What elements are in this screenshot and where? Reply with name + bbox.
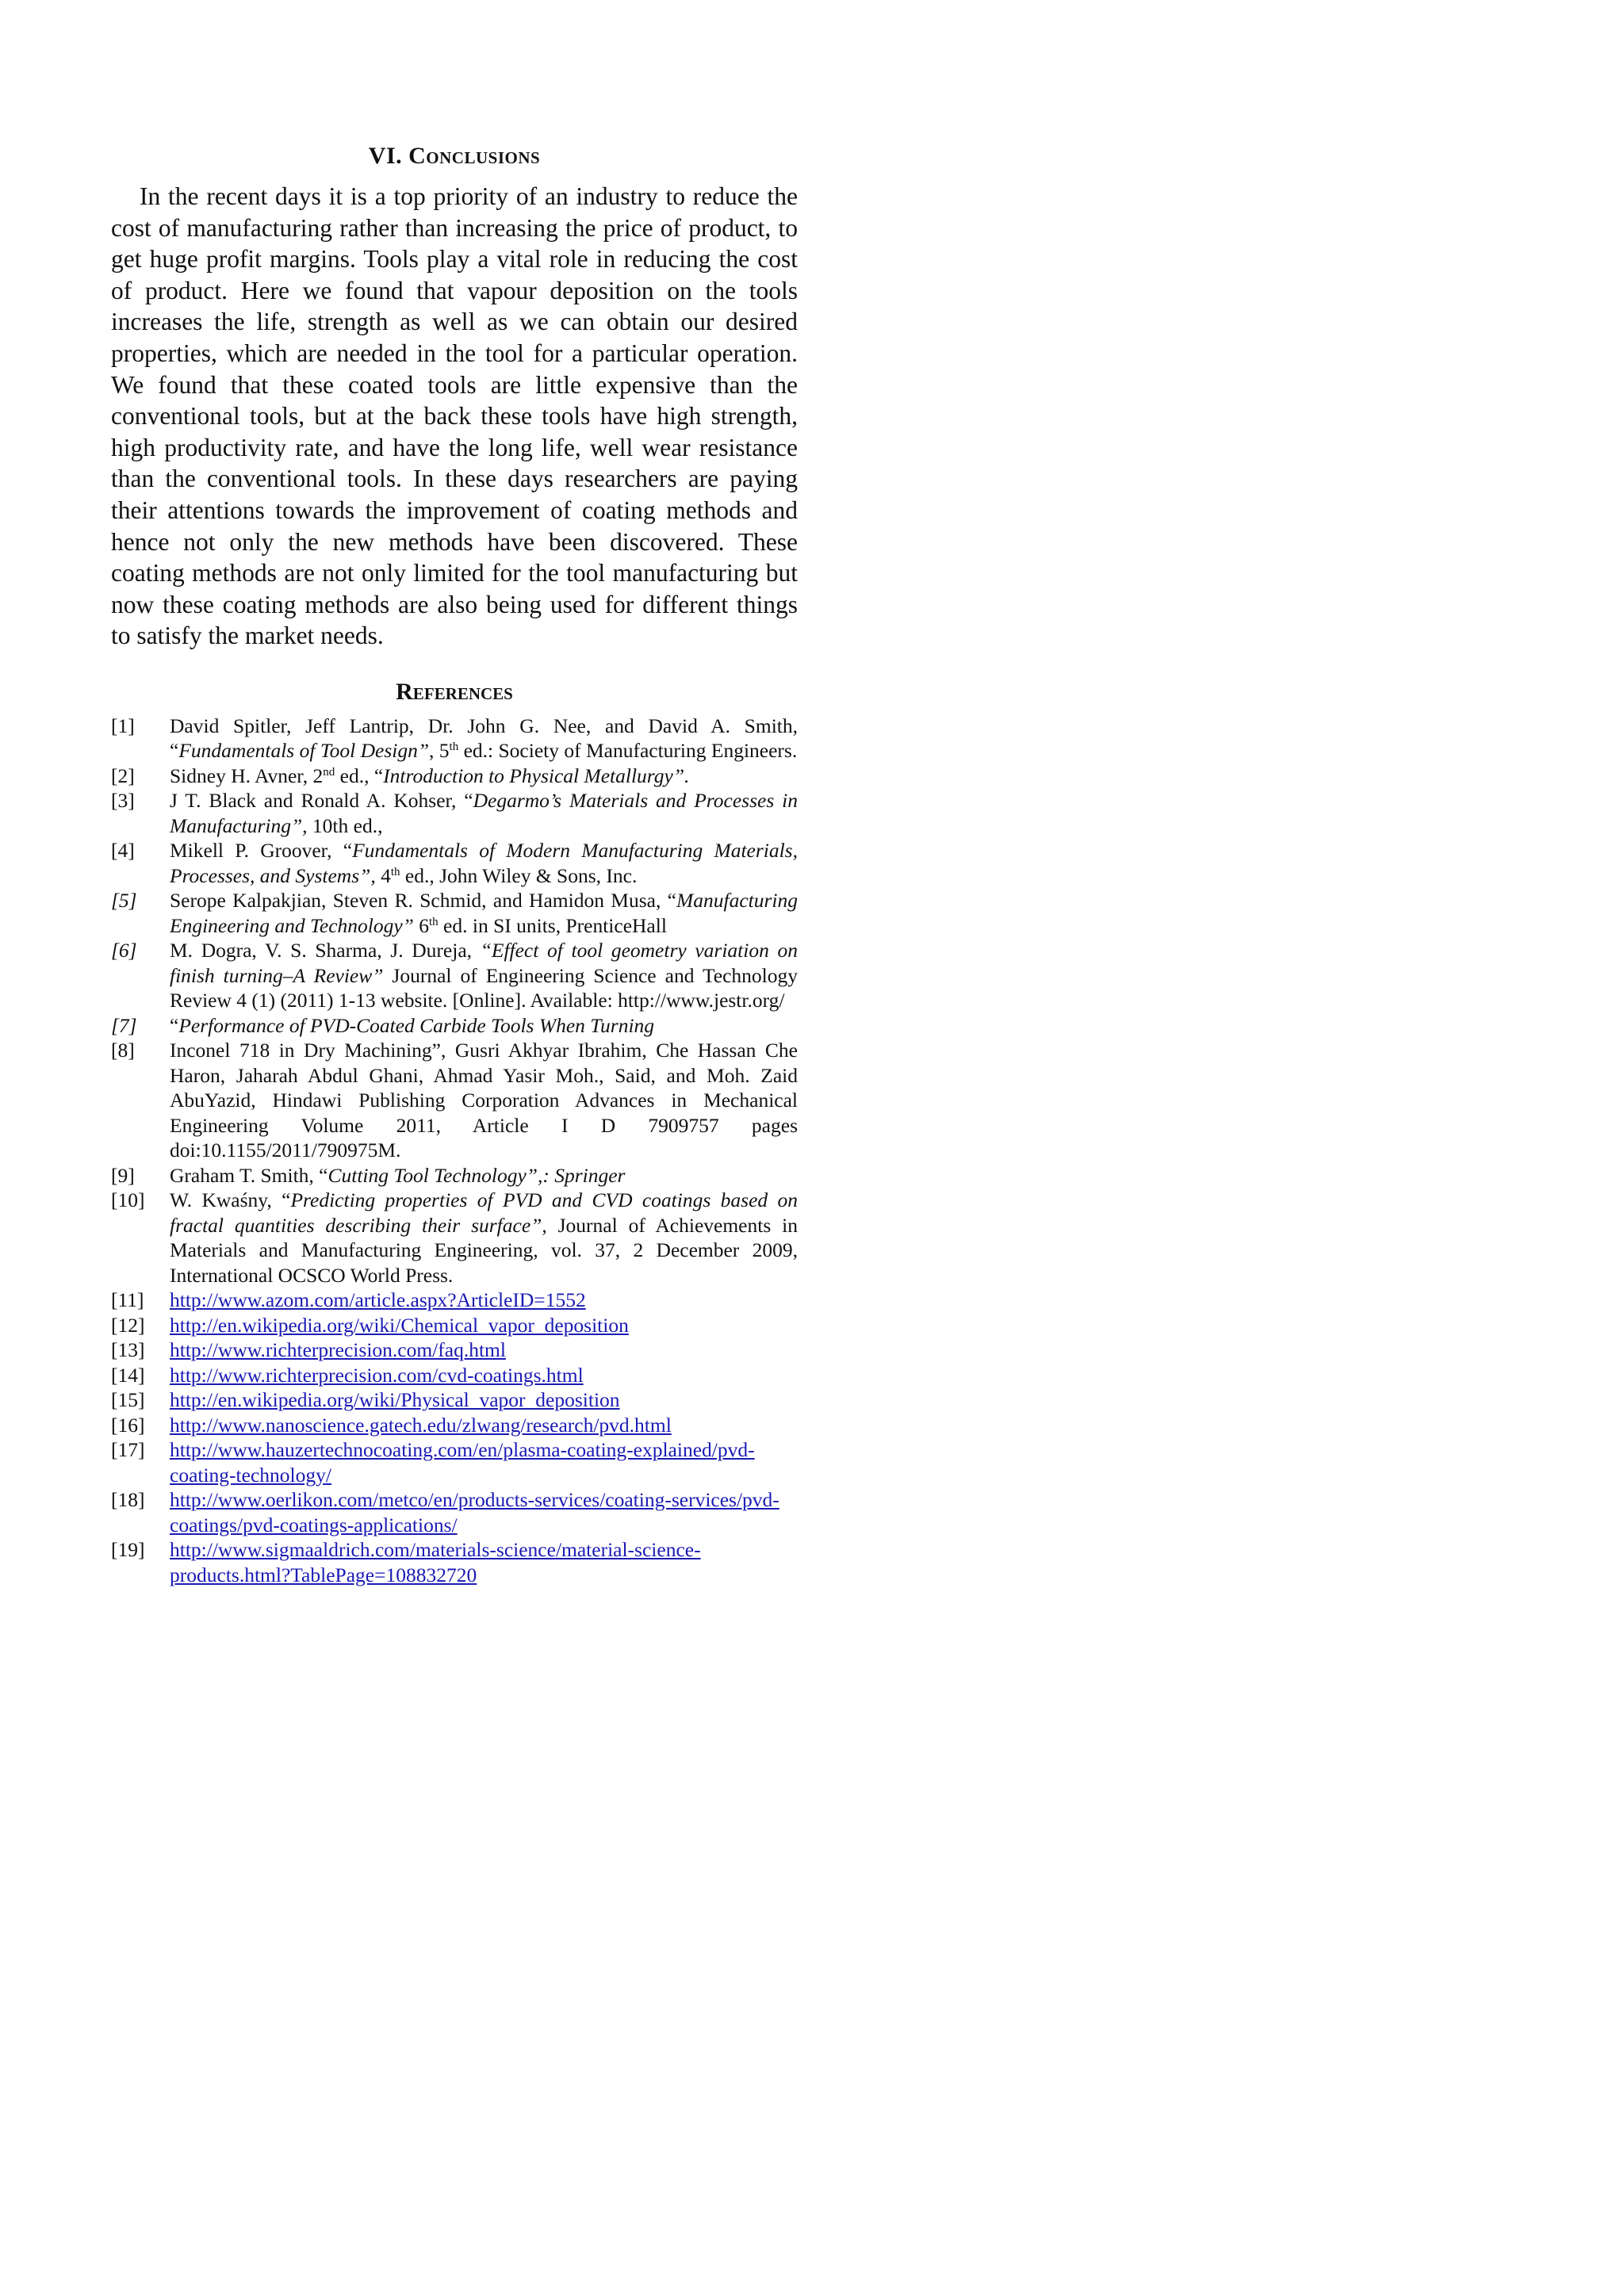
reference-item — [111, 1013, 798, 1039]
reference-item — [111, 888, 798, 938]
reference-text: M. Dogra, V. S. Sharma, J. Dureja, “Effect of tool geometry variation on finish turning–A Review” Journal of Engineering Science and Technology Review 4 (1) (2011) 1-13 website. [Online]. Available: http://www.jestr.org/ — [170, 939, 799, 1012]
reference-link[interactable]: http://www.hauzertechnocoating.com/en/plasma-coating-explained/pvd-coating-technology/ — [170, 1438, 755, 1487]
reference-link[interactable]: http://www.nanoscience.gatech.edu/zlwang/research/pvd.html — [170, 1413, 672, 1437]
reference-item — [111, 1313, 798, 1338]
reference-text: Graham T. Smith, “Cutting Tool Technology”,: Springer — [170, 1163, 626, 1187]
reference-link[interactable]: http://www.richterprecision.com/faq.html — [170, 1338, 506, 1362]
reference-number: [16] — [111, 1413, 145, 1437]
reference-text: J T. Black and Ronald A. Kohser, “Degarmo’s Materials and Processes in Manufacturing”, 10th ed., — [170, 789, 798, 837]
reference-text: Sidney H. Avner, 2nd ed., “Introduction to Physical Metallurgy”. — [170, 763, 690, 787]
reference-number: [5] — [111, 889, 137, 913]
reference-number: [18] — [111, 1488, 145, 1512]
reference-number: [3] — [111, 789, 135, 813]
reference-number: [1] — [111, 714, 135, 737]
reference-item — [111, 1038, 798, 1163]
reference-link[interactable]: http://www.azom.com/article.aspx?ArticleID=1552 — [170, 1288, 586, 1312]
reference-item — [111, 1437, 798, 1487]
reference-item — [111, 1288, 798, 1313]
reference-number: [4] — [111, 839, 135, 863]
reference-item — [111, 1487, 798, 1537]
reference-link[interactable]: http://www.richterprecision.com/cvd-coatings.html — [170, 1363, 584, 1387]
reference-item — [111, 1363, 798, 1388]
references-list — [111, 714, 798, 1588]
conclusions-paragraph: In the recent days it is a top priority of an industry to reduce the cost of manufacturing rather than increasing the price of product, to get huge profit margins. Tools play a vital role in reducing the cost of product. Here we found that vapour deposition on the tools increases the life, strength as well as we can obtain our desired properties, which are needed in the tool for a particular operation. We found that these coated tools are little expensive than the conventional tools, but at the back these tools have high strength, high productivity rate, and have the long life, well wear resistance than the conventional tools. In these days researchers are paying their attentions towards the improvement of coating methods and hence not only the new methods have been discovered. These coating methods are not only limited for the tool manufacturing but now these coating methods are also being used for different things to satisfy the market needs. — [111, 182, 798, 650]
reference-item — [111, 838, 798, 888]
reference-link[interactable]: http://en.wikipedia.org/wiki/Physical_vapor_deposition — [170, 1388, 620, 1412]
reference-text: Mikell P. Groover, “Fundamentals of Modern Manufacturing Materials, Processes, and Systems”, 4th ed., John Wiley & Sons, Inc. — [170, 839, 798, 887]
section-numeral: VI. — [368, 143, 403, 169]
reference-number: [19] — [111, 1538, 145, 1562]
reference-text: “Performance of PVD-Coated Carbide Tools When Turning — [170, 1013, 655, 1037]
reference-number: [7] — [111, 1013, 137, 1037]
reference-item — [111, 1337, 798, 1363]
reference-text: W. Kwaśny, “Predicting properties of PVD and CVD coatings based on fractal quantities describing their surface”, Journal of Achievements in Materials and Manufacturing Engineering, vol. 37, 2 December 2009, International OCSCO World Press. — [170, 1188, 798, 1287]
section-heading — [111, 143, 798, 170]
reference-number: [14] — [111, 1363, 145, 1387]
reference-item — [111, 1188, 798, 1288]
reference-item — [111, 763, 798, 789]
reference-number: [13] — [111, 1338, 145, 1362]
reference-item — [111, 1413, 798, 1438]
reference-item — [111, 938, 798, 1013]
references-heading: References — [396, 678, 513, 705]
reference-text: Inconel 718 in Dry Machining”, Gusri Akhyar Ibrahim, Che Hassan Che Haron, Jaharah Abdul Ghani, Ahmad Yasir Moh., Said, and Moh. Zaid AbuYazid, Hindawi Publishing Corporation Advances in Mechanical Engineering Volume 2011, Article I D 7909757 pages doi:10.1155/2011/790975M. — [170, 1039, 798, 1162]
reference-number: [11] — [111, 1288, 144, 1312]
reference-item — [111, 1537, 798, 1587]
reference-link[interactable]: http://www.oerlikon.com/metco/en/products-services/coating-services/pvd-coatings/pvd-coatings-applications/ — [170, 1488, 779, 1536]
reference-number: [2] — [111, 763, 135, 787]
reference-link[interactable]: http://en.wikipedia.org/wiki/Chemical_vapor_deposition — [170, 1313, 629, 1337]
reference-number: [10] — [111, 1188, 145, 1212]
page-column — [111, 143, 798, 1587]
reference-text: Serope Kalpakjian, Steven R. Schmid, and Hamidon Musa, “Manufacturing Engineering and Technology” 6th ed. in SI units, PrenticeHall — [170, 889, 798, 937]
reference-item — [111, 1163, 798, 1188]
reference-item — [111, 1387, 798, 1413]
reference-item — [111, 788, 798, 838]
reference-number: [12] — [111, 1313, 145, 1337]
reference-link[interactable]: http://www.sigmaaldrich.com/materials-science/material-science-products.html?TablePage=108832720 — [170, 1538, 701, 1586]
reference-text: David Spitler, Jeff Lantrip, Dr. John G. Nee, and David A. Smith, “Fundamentals of Tool Design”, 5th ed.: Society of Manufacturing Engineers. — [170, 714, 798, 763]
reference-number: [17] — [111, 1438, 145, 1462]
reference-number: [9] — [111, 1163, 135, 1187]
reference-number: [15] — [111, 1388, 145, 1412]
reference-item — [111, 714, 798, 763]
reference-number: [8] — [111, 1039, 135, 1062]
reference-number: [6] — [111, 939, 137, 962]
section-title: Conclusions — [408, 143, 541, 169]
